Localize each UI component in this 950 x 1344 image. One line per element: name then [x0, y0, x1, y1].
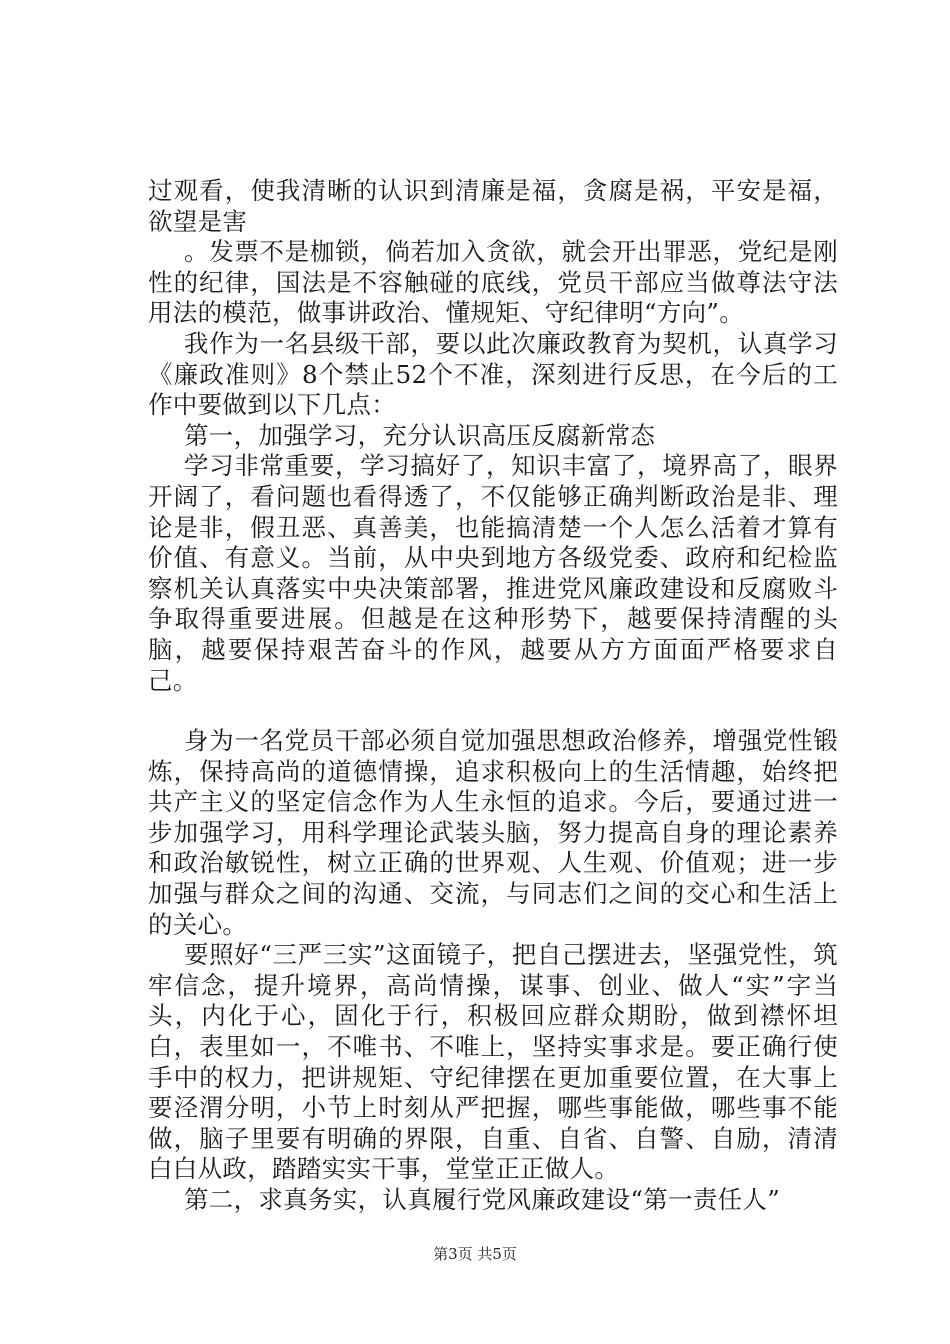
- paragraph-3: 我作为一名县级干部，要以此次廉政教育为契机，认真学习《廉政准则》8个禁止52个不准，深刻进行反思，在今后的工作中要做到以下几点：: [148, 328, 838, 420]
- page-footer: 第3页 共5页: [433, 1245, 517, 1263]
- paragraph-spacer: [148, 696, 838, 726]
- document-body: [148, 176, 838, 1216]
- paragraph-4: 学习非常重要，学习搞好了，知识丰富了，境界高了，眼界开阔了，看问题也看得透了，不仅能够正确判断政治是非、理论是非，假丑恶、真善美，也能搞清楚一个人怎么活着才算有价值、有意义。当前，从中央到地方各级党委、政府和纪检监察机关认真落实中央决策部署，推进党风廉政建设和反腐败斗争取得重要进展。但越是在这种形势下，越要保持清醒的头脑，越要保持艰苦奋斗的作风，越要从方方面面严格要求自己。: [148, 451, 838, 695]
- section-heading-1: 第一，加强学习，充分认识高压反腐新常态: [184, 420, 656, 450]
- section-heading-2: 第二，求真务实，认真履行党风廉政建设“第一责任人”: [184, 1185, 781, 1214]
- paragraph-6: 要照好“三严三实”这面镜子，把自己摆进去，坚强党性，筑牢信念，提升境界，高尚情操，谋事、创业、做人“实”字当头，内化于心，固化于行，积极回应群众期盼，做到襟怀坦白，表里如一，不唯书、不唯上，坚持实事求是。要正确行使手中的权力，把讲规矩、守纪律摆在更加重要位置，在大事上要泾渭分明，小节上时刻从严把握，哪些事能做，哪些事不能做，脑子里要有明确的界限，自重、自省、自警、自励，清清白白从政，踏踏实实干事，堂堂正正做人。: [148, 940, 838, 1184]
- paragraph-5: 身为一名党员干部必须自觉加强思想政治修养，增强党性锻炼，保持高尚的道德情操，追求积极向上的生活情趣，始终把共产主义的坚定信念作为人生永恒的追求。今后，要通过进一步加强学习，用科学理论武装头脑，努力提高自身的理论素养和政治敏锐性，树立正确的世界观、人生观、价值观；进一步加强与群众之间的沟通、交流，与同志们之间的交心和生活上的关心。: [148, 726, 838, 939]
- paragraph-2: 。发票不是枷锁，倘若加入贪欲，就会开出罪恶，党纪是刚性的纪律，国法是不容触碰的底线，党员干部应当做尊法守法用法的模范，做事讲政治、懂规矩、守纪律明“方向”。: [148, 237, 838, 328]
- paragraph-1: 过观看，使我清晰的认识到清廉是福，贪腐是祸，平安是福，欲望是害: [148, 176, 838, 236]
